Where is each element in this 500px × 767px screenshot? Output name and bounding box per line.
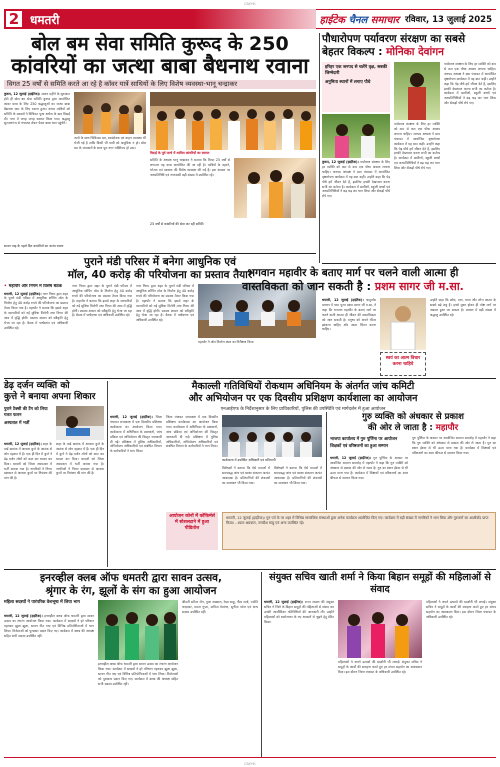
lead-photo-right	[234, 158, 316, 218]
section-name: धमतरी	[30, 12, 60, 27]
guru-headline-2a: की ओर ले जाता है :	[367, 423, 436, 433]
cmyk-mark-top: CMYK	[244, 1, 256, 6]
dog-headline-block	[4, 381, 104, 403]
column-divider-right-top	[319, 33, 320, 263]
innerwheel-photo	[98, 600, 178, 660]
speech-body-col-2: उन्होंने कहा कि क्रोध, मान, माया और लोभ आत्मा के सबसे बड़े शत्रु हैं। इनसे मुक्त होकर ही मोक्ष मार्ग पर अग्रसर हुआ जा सकता है। प्रवचन में बड़ी संख्या में श्रद्धालु उपस्थित रहे।	[430, 298, 496, 317]
newspaper-brand	[320, 12, 400, 26]
mall-dateline: धमतरी, 12 जुलाई (हाईटेक)।	[4, 291, 42, 296]
rule-speech-top	[322, 263, 496, 264]
workshop-body-col-1	[110, 415, 162, 565]
mall-headline-2: मॉल, 40 करोड़ की परियोजना का प्रस्ताव तैयार	[67, 269, 253, 281]
innerwheel-bullet-1: महिला सदस्यों ने पारंपरिक वेशभूषा में लिया भाग	[4, 600, 80, 605]
masthead-right	[316, 9, 496, 29]
speech-dateline: धमतरी, 12 जुलाई (हाईटेक)।	[322, 298, 364, 302]
guru-body-col-1	[330, 456, 408, 510]
guru-dateline: धमतरी, 12 जुलाई (हाईटेक)।	[330, 456, 371, 460]
right-top-bullet-2: अनुमिता स्थानों में लगाए पौधे	[325, 80, 371, 85]
lead-photo-main-group	[150, 92, 316, 150]
lead-body-col-3: समिति के अध्यक्ष भानू चन्द्राकर ने बताया कि विगत 25 वर्षों से लगातार यह यात्रा आयोजित की जा रही है। यात्रियों के ठहरने, भोजन एवं स्वास्थ्य की विशेष व्यवस्था की गई है। इस अवसर पर जनप्रतिनिधि एवं नगरवासी बड़ी संख्या में उपस्थित रहे।	[150, 158, 230, 177]
innerwheel-dateline: धमतरी, 12 जुलाई (हाईटेक)।	[4, 614, 43, 618]
dog-body-col-1	[4, 442, 52, 566]
mall-body-col-3: नगर निगम द्वारा शहर के पुराने मंडी परिसर में आधुनिक शॉपिंग मॉल के निर्माण हेतु 40 करोड़ रुपये की परियोजना का प्रस्ताव तैयार किया गया है। महापौर ने बताया कि इससे शहर के व्यापारियों को नई सुविधा मिलेगी तथा निगम की आय में वृद्धि होगी। प्रस्ताव शासन को स्वीकृति हेतु भेजा जा रहा है। बैठक में पार्षदगण एवं अधिकारी उपस्थित रहे।	[136, 284, 194, 323]
right-top-body-col-2: पर्यावरण संरक्षण के लिए हर व्यक्ति को कम से कम एक पौधा अवश्य लगाना चाहिए। जनपद अध्यक्ष ने ग्राम पंचायत में आयोजित वृक्षारोपण कार्यक्रम में यह बात कही। उन्होंने कहा कि पेड़ पौधे हमें जीवन देते हैं, इसलिए इनकी देखभाल करना सभी का कर्तव्य है। कार्यक्रम में ग्रामीणों, स्कूली बच्चों एवं जनप्रतिनिधियों ने बढ़ चढ़ कर भाग लिया और सैकड़ों पौधे रोपे गए।	[394, 122, 440, 171]
lead-photo-small	[74, 92, 146, 134]
innerwheel-headline-1: इनरव्हील क्लब ऑफ धमतरी द्वारा सावन उत्सव,	[39, 572, 222, 584]
speech-photo	[380, 298, 426, 350]
right-top-bullet-1: हरिहर एक जनपद से चलेंगे वृक्ष, सबकी जिम्मेदारी	[325, 65, 387, 76]
workshop-dateline: धमतरी, 12 जुलाई (हाईटेक)।	[110, 415, 153, 419]
speech-body-text-1: चातुर्मास प्रवचन में परम पूज्य प्रशम सागर जी म.सा. ने कहा कि भगवान महावीर के बताए मार्ग पर चलने वाली आत्मा ही जीवन की वास्तविकता को जान सकती है। मनुष्य को अपने भीतर झांकना चाहिए और आत्म चिंतन करना चाहिए।	[322, 298, 376, 332]
lead-headline-block	[4, 33, 316, 77]
workshop-subhead: एनआईएफ के निर्देशानुसार के लिए प्राधिकारियों, पुलिस की उपस्थिति एवं मार्गदर्शन में हुआ आयोजन	[220, 407, 386, 412]
innerwheel-body-col-2: इनरव्हील क्लब ऑफ धमतरी द्वारा सावन उत्सव का रंगारंग आयोजन किया गया। कार्यक्रम में सदस्यों ने हरे परिधान पहनकर झूला झूला, सावन गीत गाए एवं विभिन्न प्रतियोगिताओं में भाग लिया। विजेताओं को पुरस्कार प्रदान किए गए। कार्यक्रम में क्लब की अध्यक्ष सहित सभी सदस्य उपस्थित रहीं।	[98, 662, 178, 686]
innerwheel-headline-2: श्रृंगार के रंग, झूलों के संग का हुआ आयोजन	[45, 585, 217, 597]
brand-part-b: चैनल	[348, 15, 368, 26]
guru-headline-2b: महापौर	[435, 423, 459, 433]
dog-photo-patient	[56, 406, 104, 440]
dog-photo	[56, 406, 104, 440]
innerwheel-body-text: इनरव्हील क्लब ऑफ धमतरी द्वारा सावन उत्सव का रंगारंग आयोजन किया गया। कार्यक्रम में सदस्यों ने हरे परिधान पहनकर झूला झूला, सावन गीत गाए एवं विभिन्न प्रतियोगिताओं में भाग लिया। विजेताओं को पुरस्कार प्रदान किए गए। कार्यक्रम में क्लब की अध्यक्ष सहित सभी सदस्य उपस्थित रहीं।	[4, 614, 94, 638]
sahu-headline-block	[264, 572, 496, 596]
lead-dateline: कुरूद, 12 जुलाई (हाईटेक)।	[4, 92, 41, 96]
guru-headline-2	[330, 423, 496, 434]
sahu-body-text-1: राज्य शासन की संयुक्त सचिव ने जिले के बिहान समूहों की महिलाओं से संवाद कर उनकी आजीविका गतिविधियों की जानकारी ली। उन्होंने महिलाओं को स्वरोजगार के नए अवसरों से जुड़ने हेतु प्रेरित किया।	[264, 600, 334, 624]
workshop-photo-caption: कार्यशाला में उपस्थित अधिकारी एवं प्रतिभागी	[222, 458, 276, 462]
lead-body-col-1	[4, 92, 70, 242]
sahu-headline-1: संयुक्त सचिव खाती शर्मा ने किया बिहान समूहों की महिलाओं से संवाद	[269, 572, 491, 595]
workshop-body-col-3: विशेषज्ञों ने बताया कि ऐसे मामलों में समयबद्ध जांच एवं साक्ष्य संकलन अत्यंत आवश्यक है। प्रतिभागियों की शंकाओं का समाधान भी किया गया।	[222, 466, 270, 485]
mall-body-col-1	[4, 284, 68, 374]
mall-body-col-2: नगर निगम द्वारा शहर के पुराने मंडी परिसर में आधुनिक शॉपिंग मॉल के निर्माण हेतु 40 करोड़ रुपये की परियोजना का प्रस्ताव तैयार किया गया है। महापौर ने बताया कि इससे शहर के व्यापारियों को नई सुविधा मिलेगी तथा निगम की आय में वृद्धि होगी। प्रस्ताव शासन को स्वीकृति हेतु भेजा जा रहा है। बैठक में पार्षदगण एवं अधिकारी उपस्थित रहे।	[72, 284, 132, 318]
lead-photo-main	[150, 92, 316, 150]
page-number: 2	[4, 9, 24, 29]
dog-headline-1: डेढ़ दर्जन व्यक्ति को	[4, 381, 70, 391]
brand-part-c: समाचार	[370, 15, 400, 26]
mall-photo-caption: महापौर ने मॉल निर्माण स्थल का निरीक्षण किया	[198, 340, 254, 344]
workshop-quote-box: धमतरी, 12 जुलाई (हाईटेक)। गुरु पर्व के पर शहर में विभिन्न सामाजिक संस्थाओं द्वारा अनेक कार्यक्रम आयोजित किए गए। कार्यक्रम में बड़ी संख्या में नागरिकों ने भाग लिया और गुरुजनों का आशीर्वाद प्राप्त किया। - श्याम अग्रवाल, जगदीश साहू एवं अन्य उपस्थित रहे।	[222, 512, 496, 550]
speech-highlight-box	[380, 352, 426, 376]
dog-headline-2-text: कुत्ते ने बनाया	[4, 392, 49, 402]
speech-headline-2	[210, 280, 496, 294]
workshop-headline-block	[110, 381, 496, 405]
dog-bullet-2: अस्पताल में भर्ती	[4, 420, 30, 426]
guru-bullet-2: शिक्षकों एवं वरिष्ठजनों का हुआ सम्मान	[330, 443, 389, 449]
lead-body-col-2: जत्थे के साथ चिकित्सा दल, स्वयंसेवक एवं वाहन व्यवस्था भी भेजी गई है ताकि किसी भी यात्री को असुविधा न हो। बोल बम के जयकारों के साथ पूरा नगर भक्तिमय हो उठा।	[74, 136, 146, 150]
right-top-photo-1	[322, 114, 390, 158]
workshop-photo-hall	[222, 415, 322, 457]
column-divider-guru	[326, 412, 327, 510]
guru-bullet-1: भाजपा कार्यालय में गुरु पूर्णिमा पर आयोजन	[330, 436, 398, 441]
rule-row-3	[4, 378, 496, 379]
speech-headline-2a: वास्तविकता को जान सकती है :	[242, 280, 375, 293]
innerwheel-photo-women	[98, 600, 178, 660]
lead-body-text-1: सावन महीने के शुरुआत होते ही बोल बम सेवा समिति कुरूद द्वारा आयोजित कांवर यात्रा के लिए 250 श्रद्धालुओं का जत्था बाबा बैद्यनाथ धाम के लिए रवाना हुआ। कांवर यात्रियों को समिति के सदस्यों ने विधिवत पूजा अर्चना के बाद विदाई दी। नगर में जगह जगह स्वागत किया गया। श्रद्धालु सुल्तानगंज से गंगाजल लेकर पैदल बाबा धाम पहुंचेंगे।	[4, 92, 70, 126]
speech-headline-2b: प्रशम सागर जी म.सा.	[374, 280, 464, 293]
innerwheel-bullets	[4, 600, 94, 606]
rule-mall-top	[4, 253, 316, 254]
column-divider-workshop	[107, 381, 108, 567]
right-top-headline-2b: मोनिका देवांगन	[386, 46, 444, 58]
masthead	[4, 9, 496, 29]
speech-headline-block	[210, 267, 496, 294]
lead-headline-line-1: बोल बम सेवा समिति कुरूद के 250	[31, 33, 289, 55]
workshop-body-col-4: विशेषज्ञों ने बताया कि ऐसे मामलों में समयबद्ध जांच एवं साक्ष्य संकलन अत्यंत आवश्यक है। प्रतिभागियों की शंकाओं का समाधान भी किया गया।	[274, 466, 322, 485]
lead-caption-strip: 25 वर्षों से कांवरियों की सेवा कर रही समिति	[150, 222, 204, 226]
guru-body-text: गुरु पूर्णिमा के अवसर पर आयोजित सम्मान समारोह में महापौर ने कहा कि गुरु व्यक्ति को अंधकार से प्रकाश की ओर ले जाता है। गुरु का स्थान ईश्वर से भी ऊपर माना गया है। कार्यक्रम में शिक्षकों एवं वरिष्ठजनों का शाल श्रीफल से सम्मान किया गया।	[330, 456, 408, 480]
rule-row-4	[4, 569, 496, 570]
right-top-headline-2	[322, 46, 496, 59]
lead-subhead: विगत 25 वर्षों से समिति करते आ रहे है कॉवर यात्रें साथियों के लिए विशेष व्यवस्था-भानू चन्द्राकर	[4, 80, 316, 89]
right-top-body-col-3: पर्यावरण संरक्षण के लिए हर व्यक्ति को कम से कम एक पौधा अवश्य लगाना चाहिए। जनपद अध्यक्ष ने ग्राम पंचायत में आयोजित वृक्षारोपण कार्यक्रम में यह बात कही। उन्होंने कहा कि पेड़ पौधे हमें जीवन देते हैं, इसलिए इनकी देखभाल करना सभी का कर्तव्य है। कार्यक्रम में ग्रामीणों, स्कूली बच्चों एवं जनप्रतिनिधियों ने बढ़ चढ़ कर भाग लिया और सैकड़ों पौधे रोपे गए।	[444, 62, 496, 106]
workshop-headline-2: और अभियोजन पर एक दिवसीय प्रशिक्षण कार्यशाला का आयोजन	[188, 393, 418, 404]
mall-headline-1: पुराने मंडी परिसर में बनेगा आधुनिक एवं	[84, 256, 236, 268]
dog-headline-2	[4, 392, 104, 403]
sahu-body-col-3: महिलाओं ने अपने उत्पादों की प्रदर्शनी भी लगाई। संयुक्त सचिव ने समूहों के कार्यों की सराहना करते हुए हर संभव सहयोग का आश्वासन दिया। इस दौरान जिला पंचायत के अधिकारी उपस्थित रहे।	[426, 600, 496, 619]
speech-photo-monk	[380, 298, 426, 350]
mall-body-text: नगर निगम द्वारा शहर के पुराने मंडी परिसर में आधुनिक शॉपिंग मॉल के निर्माण हेतु 40 करोड़ रुपये की परियोजना का प्रस्ताव तैयार किया गया है। महापौर ने बताया कि इससे शहर के व्यापारियों को नई सुविधा मिलेगी तथा निगम की आय में वृद्धि होगी। प्रस्ताव शासन को स्वीकृति हेतु भेजा जा रहा है। बैठक में पार्षदगण एवं अधिकारी उपस्थित रहे।	[4, 291, 68, 330]
sahu-photo-meeting	[338, 600, 422, 658]
masthead-left	[4, 9, 194, 29]
right-top-body-text: पर्यावरण संरक्षण के लिए हर व्यक्ति को कम से कम एक पौधा अवश्य लगाना चाहिए। जनपद अध्यक्ष ने ग्राम पंचायत में आयोजित वृक्षारोपण कार्यक्रम में यह बात कही। उन्होंने कहा कि पेड़ पौधे हमें जीवन देते हैं, इसलिए इनकी देखभाल करना सभी का कर्तव्य है। कार्यक्रम में ग्रामीणों, स्कूली बच्चों एवं जनप्रतिनिधियों ने बढ़ चढ़ कर भाग लिया और सैकड़ों पौधे रोपे गए।	[322, 160, 390, 199]
dog-dateline: धमतरी, 12 जुलाई (हाईटेक)।	[4, 442, 42, 446]
right-top-bullets	[322, 62, 390, 112]
workshop-photo	[222, 415, 322, 457]
brand-part-a: हाईटेक	[319, 15, 346, 26]
lead-photo-caption-1: विदाई के पूर्व जत्थे में शामिल कांवरियों का स्वागत	[150, 151, 210, 155]
right-top-headline-2a: बेहतर विकल्प :	[322, 46, 387, 58]
right-top-headline-block	[322, 33, 496, 59]
issue-date: रविवार, 13 जुलाई 2025	[405, 14, 492, 25]
right-top-headline-1: पौधारोपण पर्यावरण संरक्षण का सबसे	[322, 33, 466, 45]
mall-bullets	[4, 284, 68, 290]
sahu-body-col-1	[264, 600, 334, 756]
right-top-photo-1-plants	[322, 114, 390, 158]
workshop-headline-1: मैकाल्ली गतिविधियों रोकथाम अधिनियम के अंतर्गत जांच कमिटी	[191, 381, 415, 392]
cmyk-mark-bottom: CMYK	[244, 761, 256, 766]
dog-bullets	[4, 406, 54, 426]
column-divider-sahu	[261, 572, 262, 758]
lead-photo-right-people	[234, 158, 316, 218]
speech-body-col-1	[322, 298, 376, 374]
workshop-body-col-2: जिला पंचायत सभाकक्ष में एक दिवसीय प्रशिक्षण कार्यशाला का आयोजन किया गया। कार्यशाला में अधिनियम के प्रावधानों, जांच प्रक्रिया एवं अभियोजन की विस्तृत जानकारी दी गई। प्रशिक्षण में पुलिस अधिकारियों, अभियोजन अधिकारियों एवं संबंधित विभाग के कर्मचारियों ने भाग लिया।	[166, 415, 218, 449]
speech-headline-1: भगवान महावीर के बताए मार्ग पर चलने वाली आत्मा ही	[247, 267, 459, 279]
workshop-inset-title: आयोजन कोनों में कोंफिर्मर्स में सोशलटाने में हुआ पीडितोत्त	[166, 512, 218, 550]
guru-headline-block	[330, 412, 496, 434]
innerwheel-headline-block	[4, 572, 258, 598]
mall-bullet-1: • महापौर और निगम में विशेष बैठक	[4, 284, 68, 290]
sahu-body-col-2: महिलाओं ने अपने उत्पादों की प्रदर्शनी भी लगाई। संयुक्त सचिव ने समूहों के कार्यों की सराहना करते हुए हर संभव सहयोग का आश्वासन दिया। इस दौरान जिला पंचायत के अधिकारी उपस्थित रहे।	[338, 660, 422, 674]
right-top-body-col-1	[322, 160, 390, 260]
dog-bullet-1: पुराने टैक्सी की टैंग को लिया गलत फलन	[4, 406, 48, 417]
lead-photo-caption-2: सावन माह के पहले दिन कांवरियों का जत्था रवाना	[4, 244, 64, 248]
innerwheel-body-col-1	[4, 614, 94, 756]
speech-highlight-text: स्वयं का आत्म विचार करना चाहिये	[385, 356, 421, 367]
dog-body-text: शहर के वार्ड क्रमांक में आवारा कुत्ते के आतंक से लोग दहशत में हैं। एक ही दिन में कुत्ते ने डेढ़ दर्जन लोगों को काट कर घायल कर दिया। घायलों को जिला अस्पताल में भर्ती कराया गया है। नागरिकों ने निगम प्रशासन से आवारा कुत्तों पर नियंत्रण की मांग की है।	[4, 442, 52, 481]
guru-headline-1: गुरु व्यक्ति को अंधकार से प्रकाश	[362, 412, 464, 422]
masthead-gradient	[194, 9, 316, 29]
lead-headline-line-2: कांवरियों का जत्था बाबा बैधनाथ रवाना	[11, 54, 309, 78]
dog-headline-3-text: अपना शिकार	[51, 392, 96, 402]
sahu-photo	[338, 600, 422, 658]
dog-body-col-2: शहर के वार्ड क्रमांक में आवारा कुत्ते के आतंक से लोग दहशत में हैं। एक ही दिन में कुत्ते ने डेढ़ दर्जन लोगों को काट कर घायल कर दिया। घायलों को जिला अस्पताल में भर्ती कराया गया है। नागरिकों ने निगम प्रशासन से आवारा कुत्तों पर नियंत्रण की मांग की है।	[56, 442, 104, 476]
right-top-dateline: कुरूद, 12 जुलाई (हाईटेक)।	[322, 160, 359, 164]
guru-bullets	[330, 436, 408, 449]
sahu-dateline: धमतरी, 12 जुलाई (हाईटेक)।	[264, 600, 304, 604]
right-top-photo-2	[394, 62, 440, 120]
guru-body-col-2: गुरु पूर्णिमा के अवसर पर आयोजित सम्मान समारोह में महापौर ने कहा कि गुरु व्यक्ति को अंधकार से प्रकाश की ओर ले जाता है। गुरु का स्थान ईश्वर से भी ऊपर माना गया है। कार्यक्रम में शिक्षकों एवं वरिष्ठजनों का शाल श्रीफल से सम्मान किया गया।	[412, 436, 496, 455]
right-top-photo-2-person	[394, 62, 440, 120]
workshop-body-text-1: जिला पंचायत सभाकक्ष में एक दिवसीय प्रशिक्षण कार्यशाला का आयोजन किया गया। कार्यशाला में अधिनियम के प्रावधानों, जांच प्रक्रिया एवं अभियोजन की विस्तृत जानकारी दी गई। प्रशिक्षण में पुलिस अधिकारियों, अभियोजन अधिकारियों एवं संबंधित विभाग के कर्मचारियों ने भाग लिया।	[110, 415, 162, 454]
lead-photo-small-crowd	[74, 92, 146, 134]
innerwheel-names: श्रीमती सरिता जैन, पूजा अग्रवाल, रेखा साहू, नीता शर्मा, ज्योति चन्द्राकर, ममता गुप्ता, कविता देवांगन, सुनीता पटेल एवं अन्य सदस्य उपस्थित रहीं।	[182, 600, 258, 614]
